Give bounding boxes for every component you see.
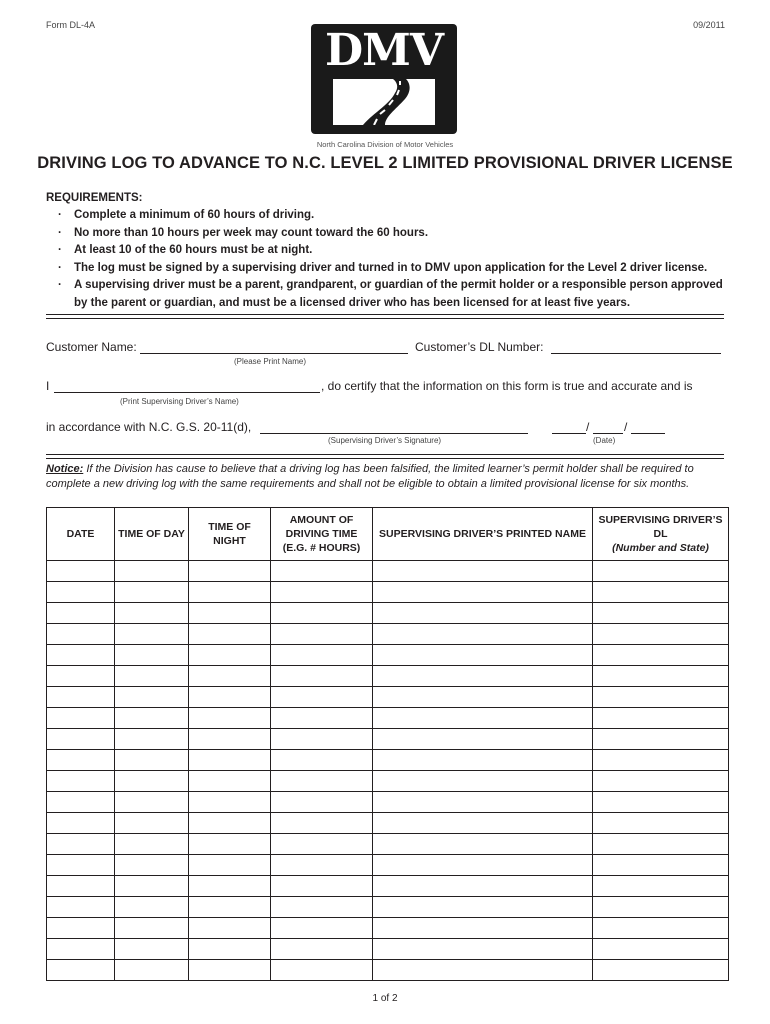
- time-of-night-cell[interactable]: [189, 666, 271, 687]
- supervisor-name-cell[interactable]: [373, 876, 593, 897]
- supervisor-dl-cell[interactable]: [593, 771, 729, 792]
- time-of-day-cell[interactable]: [115, 855, 189, 876]
- date-cell[interactable]: [47, 708, 115, 729]
- time-of-night-cell[interactable]: [189, 939, 271, 960]
- supervisor-name-cell[interactable]: [373, 792, 593, 813]
- table-row: [47, 582, 729, 603]
- certify-prefix: I: [46, 379, 50, 393]
- supervisor-name-field[interactable]: [54, 392, 320, 393]
- supervisor-name-cell[interactable]: [373, 666, 593, 687]
- amount-cell[interactable]: [271, 939, 373, 960]
- supervisor-dl-cell[interactable]: [593, 834, 729, 855]
- date-cell[interactable]: [47, 876, 115, 897]
- accordance-text: in accordance with N.C. G.S. 20-11(d),: [46, 420, 252, 434]
- supervisor-dl-cell[interactable]: [593, 729, 729, 750]
- table-row: [47, 729, 729, 750]
- section-divider: [46, 314, 724, 319]
- table-row: [47, 918, 729, 939]
- time-of-night-cell[interactable]: [189, 897, 271, 918]
- supervisor-name-cell[interactable]: [373, 624, 593, 645]
- date-cell[interactable]: [47, 771, 115, 792]
- table-row: [47, 771, 729, 792]
- supervisor-dl-title: SUPERVISING DRIVER’S DL: [598, 514, 723, 540]
- time-of-day-cell[interactable]: [115, 666, 189, 687]
- col-supervisor-name-header: SUPERVISING DRIVER’S PRINTED NAME: [373, 508, 593, 561]
- date-cell[interactable]: [47, 687, 115, 708]
- time-of-night-cell[interactable]: [189, 960, 271, 981]
- supervisor-dl-cell[interactable]: [593, 582, 729, 603]
- col-time-of-day-header: TIME OF DAY: [115, 508, 189, 561]
- date-cell[interactable]: [47, 897, 115, 918]
- supervisor-dl-cell[interactable]: [593, 750, 729, 771]
- amount-cell[interactable]: [271, 687, 373, 708]
- date-cell[interactable]: [47, 582, 115, 603]
- road-icon: [333, 79, 435, 125]
- agency-name: North Carolina Division of Motor Vehicles: [316, 140, 454, 149]
- supervisor-name-caption: (Print Supervising Driver’s Name): [120, 397, 239, 406]
- form-title: DRIVING LOG TO ADVANCE TO N.C. LEVEL 2 LIMITED PROVISIONAL DRIVER LICENSE: [37, 154, 733, 172]
- supervisor-dl-cell[interactable]: [593, 708, 729, 729]
- time-of-night-cell[interactable]: [189, 750, 271, 771]
- date-cell[interactable]: [47, 792, 115, 813]
- supervisor-dl-cell[interactable]: [593, 813, 729, 834]
- date-cell[interactable]: [47, 645, 115, 666]
- time-of-day-cell[interactable]: [115, 603, 189, 624]
- time-of-night-cell[interactable]: [189, 603, 271, 624]
- time-of-day-cell[interactable]: [115, 582, 189, 603]
- amount-cell[interactable]: [271, 645, 373, 666]
- table-row: [47, 834, 729, 855]
- amount-cell[interactable]: [271, 582, 373, 603]
- date-cell[interactable]: [47, 918, 115, 939]
- date-cell[interactable]: [47, 834, 115, 855]
- time-of-day-cell[interactable]: [115, 771, 189, 792]
- supervisor-name-cell[interactable]: [373, 645, 593, 666]
- time-of-day-cell[interactable]: [115, 561, 189, 582]
- time-of-night-cell[interactable]: [189, 792, 271, 813]
- amount-cell[interactable]: [271, 666, 373, 687]
- time-of-day-cell[interactable]: [115, 750, 189, 771]
- supervisor-name-cell[interactable]: [373, 855, 593, 876]
- customer-name-caption: (Please Print Name): [234, 357, 307, 366]
- requirements-list: [58, 207, 738, 312]
- date-cell[interactable]: [47, 666, 115, 687]
- time-of-night-cell[interactable]: [189, 834, 271, 855]
- requirements-heading: REQUIREMENTS:: [46, 192, 143, 204]
- notice-paragraph: [46, 462, 732, 491]
- customer-name-field[interactable]: [140, 353, 408, 354]
- customer-name-label: Customer Name:: [46, 340, 137, 354]
- supervisor-dl-cell[interactable]: [593, 561, 729, 582]
- supervisor-name-cell[interactable]: [373, 561, 593, 582]
- table-header-row: [47, 508, 729, 561]
- amount-cell[interactable]: [271, 897, 373, 918]
- supervisor-name-cell[interactable]: [373, 729, 593, 750]
- date-cell[interactable]: [47, 960, 115, 981]
- col-date-header: DATE: [47, 508, 115, 561]
- supervisor-name-cell[interactable]: [373, 939, 593, 960]
- section-divider: [46, 454, 724, 459]
- supervisor-name-cell[interactable]: [373, 750, 593, 771]
- supervisor-name-cell[interactable]: [373, 771, 593, 792]
- supervisor-name-cell[interactable]: [373, 603, 593, 624]
- supervisor-dl-cell[interactable]: [593, 876, 729, 897]
- amount-cell[interactable]: [271, 813, 373, 834]
- amount-cell[interactable]: [271, 792, 373, 813]
- table-row: [47, 561, 729, 582]
- supervisor-name-cell[interactable]: [373, 687, 593, 708]
- supervisor-name-cell[interactable]: [373, 708, 593, 729]
- table-row: [47, 687, 729, 708]
- supervisor-name-cell[interactable]: [373, 960, 593, 981]
- table-row: [47, 792, 729, 813]
- date-cell[interactable]: [47, 813, 115, 834]
- amount-cell[interactable]: [271, 834, 373, 855]
- supervisor-name-cell[interactable]: [373, 918, 593, 939]
- date-caption: (Date): [593, 436, 616, 445]
- time-of-night-cell[interactable]: [189, 729, 271, 750]
- table-row: [47, 897, 729, 918]
- amount-cell[interactable]: [271, 771, 373, 792]
- time-of-day-cell[interactable]: [115, 708, 189, 729]
- date-cell[interactable]: [47, 603, 115, 624]
- supervisor-name-cell[interactable]: [373, 897, 593, 918]
- col-time-of-night-header: TIME OF NIGHT: [189, 508, 271, 561]
- supervisor-dl-cell[interactable]: [593, 687, 729, 708]
- form-revision-date: 09/2011: [693, 20, 725, 30]
- logo-road-panel: [333, 79, 435, 125]
- date-cell[interactable]: [47, 624, 115, 645]
- date-cell[interactable]: [47, 750, 115, 771]
- supervisor-name-cell[interactable]: [373, 582, 593, 603]
- col-amount-header: AMOUNT OF DRIVING TIME (E.G. # HOURS): [271, 508, 373, 561]
- supervisor-dl-cell[interactable]: [593, 603, 729, 624]
- customer-dl-field[interactable]: [551, 353, 721, 354]
- time-of-night-cell[interactable]: [189, 708, 271, 729]
- customer-dl-label: Customer’s DL Number:: [415, 340, 544, 354]
- supervisor-dl-cell[interactable]: [593, 918, 729, 939]
- amount-cell[interactable]: [271, 960, 373, 981]
- date-month-field[interactable]: [552, 433, 586, 434]
- form-id: Form DL-4A: [46, 20, 96, 30]
- table-row: [47, 624, 729, 645]
- supervisor-dl-cell[interactable]: [593, 939, 729, 960]
- supervisor-name-cell[interactable]: [373, 813, 593, 834]
- time-of-day-cell[interactable]: [115, 645, 189, 666]
- time-of-night-cell[interactable]: [189, 918, 271, 939]
- requirement-item: · No more than 10 hours per week may count toward the 60 hours.: [58, 225, 738, 243]
- amount-cell[interactable]: [271, 729, 373, 750]
- time-of-night-cell[interactable]: [189, 876, 271, 897]
- amount-cell[interactable]: [271, 624, 373, 645]
- time-of-day-cell[interactable]: [115, 897, 189, 918]
- page-number: 1 of 2: [372, 993, 398, 1004]
- requirement-item: · At least 10 of the 60 hours must be at night.: [58, 242, 738, 260]
- time-of-night-cell[interactable]: [189, 582, 271, 603]
- time-of-night-cell[interactable]: [189, 561, 271, 582]
- supervisor-dl-note: (Number and State): [612, 542, 709, 554]
- table-row: [47, 813, 729, 834]
- supervisor-dl-cell[interactable]: [593, 645, 729, 666]
- date-cell[interactable]: [47, 561, 115, 582]
- amount-cell[interactable]: [271, 876, 373, 897]
- supervisor-dl-cell[interactable]: [593, 624, 729, 645]
- time-of-night-cell[interactable]: [189, 687, 271, 708]
- table-row: [47, 750, 729, 771]
- time-of-day-cell[interactable]: [115, 729, 189, 750]
- date-separator: /: [624, 420, 628, 434]
- time-of-day-cell[interactable]: [115, 624, 189, 645]
- table-row: [47, 666, 729, 687]
- col-supervisor-dl-header: [593, 508, 729, 561]
- time-of-day-cell[interactable]: [115, 918, 189, 939]
- time-of-day-cell[interactable]: [115, 876, 189, 897]
- requirement-item: · A supervising driver must be a parent, grandparent, or guardian of the permit holder or a responsible person approved by the parent or guardian, and must be a licensed driver who has been licensed for at least five years.: [58, 277, 738, 312]
- time-of-night-cell[interactable]: [189, 855, 271, 876]
- date-cell[interactable]: [47, 939, 115, 960]
- supervisor-dl-cell[interactable]: [593, 960, 729, 981]
- amount-cell[interactable]: [271, 918, 373, 939]
- table-row: [47, 603, 729, 624]
- date-separator: /: [586, 420, 590, 434]
- requirement-item: · Complete a minimum of 60 hours of driving.: [58, 207, 738, 225]
- amount-cell[interactable]: [271, 708, 373, 729]
- table-row: [47, 708, 729, 729]
- requirement-item: · The log must be signed by a supervising driver and turned in to DMV upon application for the Level 2 driver license.: [58, 260, 738, 278]
- time-of-day-cell[interactable]: [115, 687, 189, 708]
- date-cell[interactable]: [47, 729, 115, 750]
- table-row: [47, 645, 729, 666]
- table-row: [47, 855, 729, 876]
- time-of-day-cell[interactable]: [115, 792, 189, 813]
- date-year-field[interactable]: [631, 433, 665, 434]
- supervisor-dl-cell[interactable]: [593, 792, 729, 813]
- supervisor-dl-cell[interactable]: [593, 855, 729, 876]
- amount-cell[interactable]: [271, 750, 373, 771]
- dmv-logo: [311, 24, 457, 134]
- amount-cell[interactable]: [271, 603, 373, 624]
- driving-log-table: [46, 507, 729, 981]
- table-row: [47, 876, 729, 897]
- certify-text: , do certify that the information on this form is true and accurate and is: [321, 379, 693, 393]
- supervisor-signature-field[interactable]: [260, 433, 528, 434]
- time-of-night-cell[interactable]: [189, 771, 271, 792]
- supervisor-dl-cell[interactable]: [593, 897, 729, 918]
- supervisor-dl-cell[interactable]: [593, 666, 729, 687]
- table-row: [47, 939, 729, 960]
- time-of-day-cell[interactable]: [115, 960, 189, 981]
- time-of-day-cell[interactable]: [115, 939, 189, 960]
- date-cell[interactable]: [47, 855, 115, 876]
- time-of-night-cell[interactable]: [189, 813, 271, 834]
- signature-caption: (Supervising Driver’s Signature): [328, 436, 442, 445]
- notice-text: If the Division has cause to believe that a driving log has been falsified, the limited learner’s permit holder shall be required to complete a new driving log with the same requirements and shall not be eligible to obtain a limited provisional license for six months.: [46, 463, 694, 490]
- time-of-night-cell[interactable]: [189, 645, 271, 666]
- amount-cell[interactable]: [271, 855, 373, 876]
- date-day-field[interactable]: [593, 433, 623, 434]
- time-of-day-cell[interactable]: [115, 813, 189, 834]
- table-row: [47, 960, 729, 981]
- time-of-night-cell[interactable]: [189, 624, 271, 645]
- amount-cell[interactable]: [271, 561, 373, 582]
- supervisor-name-cell[interactable]: [373, 834, 593, 855]
- time-of-day-cell[interactable]: [115, 834, 189, 855]
- logo-text: DMV: [325, 25, 443, 76]
- notice-label: Notice:: [46, 463, 84, 475]
